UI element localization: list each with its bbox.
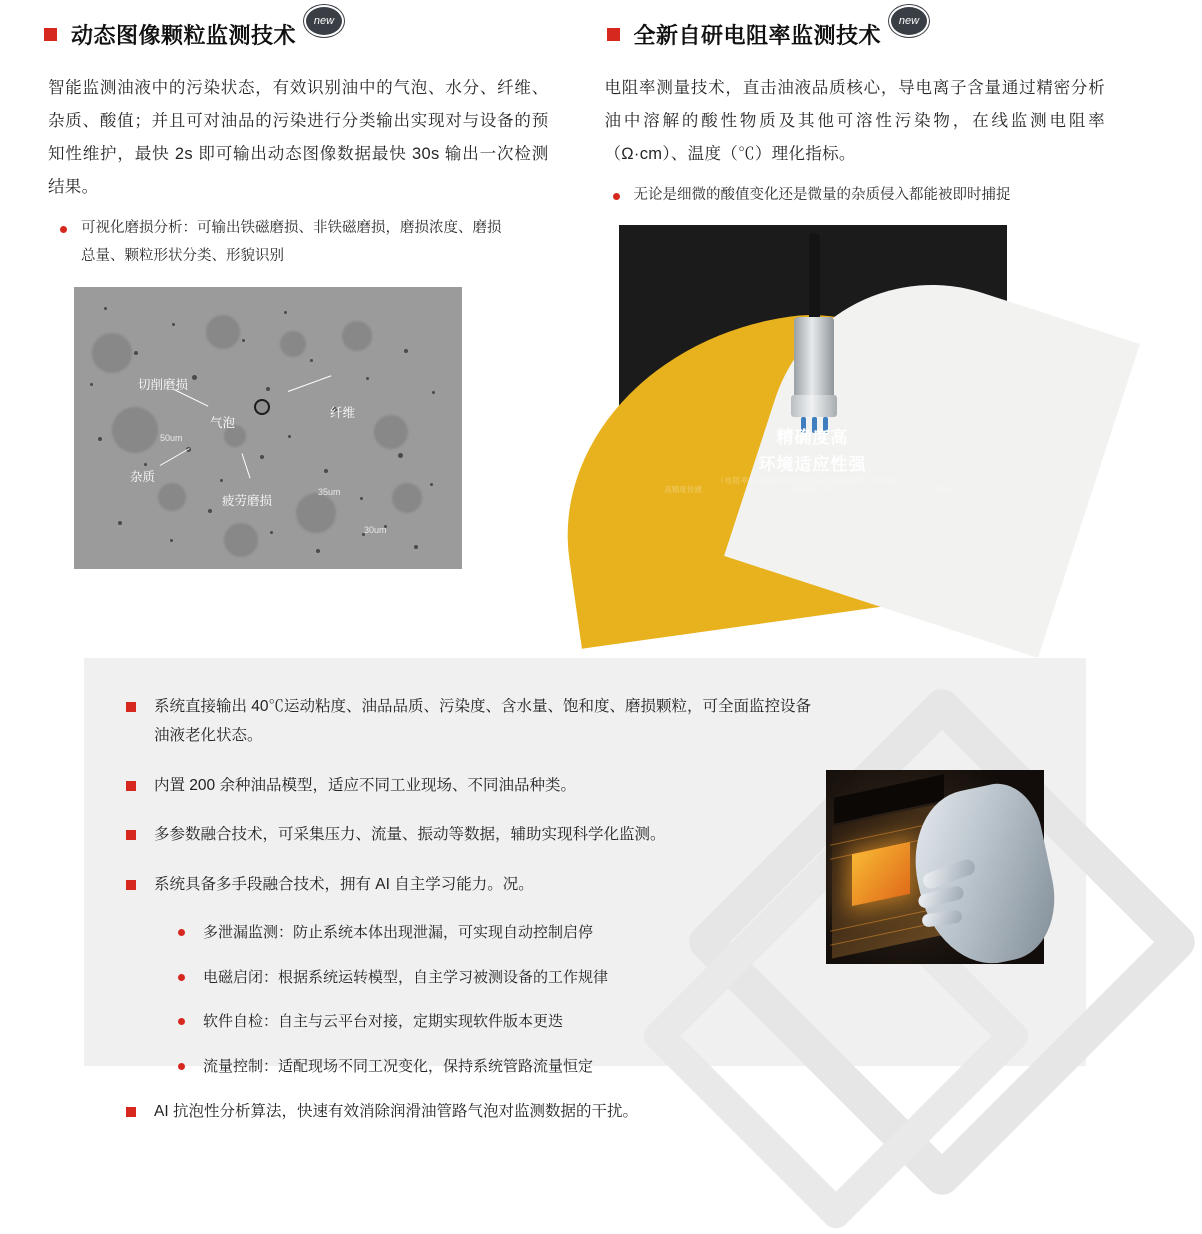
square-bullet-icon: [126, 880, 136, 890]
left-bullet-item: [60, 214, 549, 271]
microscope-canvas: [74, 287, 462, 569]
product-title-line2: 环境适应性强: [758, 454, 867, 474]
feature-text: 系统具备多手段融合技术，拥有 AI 自主学习能力。况。: [154, 875, 534, 893]
product-title-line1: 精确度高: [776, 428, 849, 448]
left-heading: [34, 15, 549, 50]
right-bullet-text: 无论是细微的酸值变化还是微量的杂质侵入都能被即时捕捉: [633, 187, 1011, 203]
bubble-marker-icon: [254, 399, 270, 415]
sensor-body-icon: [794, 317, 834, 399]
right-heading: [597, 15, 1106, 50]
right-paragraph: 电阻率测量技术，直击油液品质核心，导电离子含量通过精密分析油中溶解的酸性物质及其他可溶性污染物，在线监测电阻率（Ω·cm）、温度（℃）理化指标。: [604, 79, 1105, 163]
dot-bullet-icon: [60, 226, 67, 233]
list-item: [126, 1097, 826, 1126]
dot-bullet-icon: [178, 1018, 185, 1025]
list-item: [126, 771, 826, 800]
sensor-cap-icon: [791, 395, 837, 417]
list-item: [126, 820, 826, 849]
product-foot-mid: 宽温域工作: [793, 485, 832, 495]
product-image: [619, 225, 1007, 507]
feature-text: 多参数融合技术，可采集压力、流量、振动等数据，辅助实现科学化监测。: [154, 826, 666, 844]
left-bullet-text: 可视化磨损分析：可输出铁磁磨损、非铁磁磨损，磨损浓度、磨损总量、颗粒形状分类、形貌识别: [81, 220, 502, 265]
new-badge-icon: new: [304, 5, 344, 37]
left-paragraph: 智能监测油液中的污染状态，有效识别油中的气泡、水分、纤维、杂质、酸值；并且可对油品的污染进行分类输出实现对与设备的预知性维护，最快 2s 即可输出动态图像数据最快 30s 输出一次检测结果。: [48, 79, 549, 196]
square-bullet-icon: [126, 781, 136, 791]
product-subtitle: （电阻率在线监测中的油液品质实时监测与状态评估）: [716, 476, 909, 486]
subfeature-text: 软件自检：自主与云平台对接，定期实现软件版本更迭: [203, 1013, 564, 1031]
left-heading-title: 动态图像颗粒监测技术: [71, 22, 297, 48]
features-panel: [84, 658, 1086, 1121]
list-item: [178, 1008, 878, 1037]
dot-bullet-icon: [178, 1063, 185, 1070]
square-bullet-icon: [126, 830, 136, 840]
feature-text: 系统直接输出 40℃运动粘度、油品品质、污染度、含水量、饱和度、磨损颗粒，可全面监控设备油液老化状态。: [154, 698, 812, 745]
dot-bullet-icon: [613, 193, 620, 200]
right-bullet-item: [613, 181, 1106, 209]
right-column: [575, 15, 1116, 569]
scale-35um: 35um: [318, 486, 341, 497]
product-foot-left: 高精度传感: [664, 485, 702, 495]
label-impurity: 杂质: [130, 469, 156, 484]
microscope-image: [74, 287, 462, 569]
product-foot-right: 抗干扰设计: [923, 485, 961, 495]
scale-30um: 30um: [364, 524, 387, 535]
feature-text: 内置 200 余种油品模型，适应不同工业现场、不同油品种类。: [154, 776, 576, 794]
ai-chip-image: [826, 770, 1044, 964]
product-canvas: [619, 225, 1007, 507]
square-bullet-icon: [126, 1107, 136, 1117]
feature-text: AI 抗泡性分析算法，快速有效消除润滑油管路气泡对监测数据的干扰。: [154, 1103, 638, 1121]
list-item: [126, 692, 826, 751]
dot-bullet-icon: [178, 974, 185, 981]
label-fiber: 纤维: [330, 405, 356, 420]
list-item: [126, 870, 826, 899]
label-bubble: 气泡: [210, 415, 236, 430]
product-title: [619, 425, 1007, 478]
left-column: [34, 15, 575, 569]
square-bullet-icon: [126, 702, 136, 712]
square-bullet-icon: [44, 28, 57, 41]
dot-bullet-icon: [178, 929, 185, 936]
right-heading-title: 全新自研电阻率监测技术: [633, 22, 882, 48]
top-columns: [0, 0, 1149, 569]
new-badge-icon: new: [889, 5, 929, 37]
product-footnotes: [619, 484, 1007, 495]
list-item: [178, 1053, 878, 1082]
label-cutting-wear: 切削磨损: [138, 377, 189, 392]
list-item: [178, 964, 878, 993]
sensor-cable-icon: [809, 233, 820, 325]
label-fatigue-wear: 疲劳磨损: [222, 493, 273, 508]
subfeature-text: 电磁启闭：根据系统运转模型，自主学习被测设备的工作规律: [203, 968, 609, 986]
list-item: [178, 919, 878, 948]
subfeature-text: 流量控制：适配现场不同工况变化，保持系统管路流量恒定: [203, 1057, 594, 1075]
square-bullet-icon: [607, 28, 620, 41]
scale-50um: 50um: [160, 432, 183, 443]
subfeature-text: 多泄漏监测：防止系统本体出现泄漏，可实现自动控制启停: [203, 924, 594, 942]
